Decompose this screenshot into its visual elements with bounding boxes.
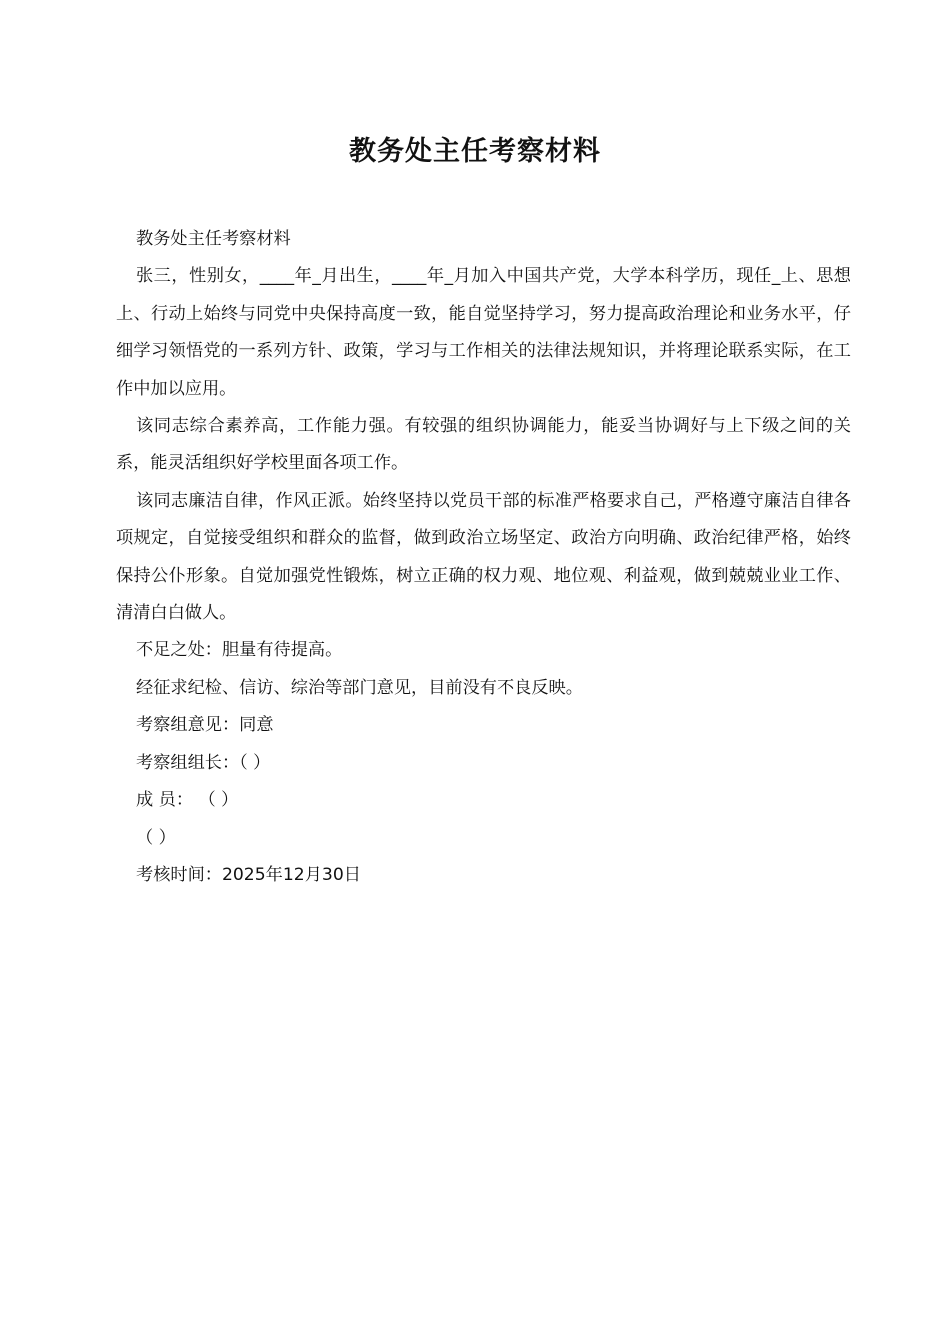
document-title: 教务处主任考察材料 [349, 136, 601, 167]
body-paragraph-integrity: 该同志廉洁自律，作风正派。始终坚持以党员干部的标准严格要求自己，严格遵守廉洁自律各项规定，自觉接受组织和群众的监督，做到政治立场坚定、政治方向明确、政治纪律严格，始终保持公仆形象。自觉加强党性锻炼，树立正确的权力观、地位观、利益观，做到兢兢业业工作、清清白白做人。 [116, 490, 851, 624]
body-paragraph-heading: 教务处主任考察材料 [136, 229, 291, 249]
body-paragraph-date: 考核时间：2025年12月30日 [136, 864, 361, 885]
body-paragraph-member-blank: （ ） [136, 827, 176, 848]
body-paragraph-shortcoming: 不足之处：胆量有待提高。 [136, 640, 343, 661]
body-paragraph-team-leader: 考察组组长：（ ） [136, 752, 271, 773]
body-paragraph-ability: 该同志综合素养高，工作能力强。有较强的组织协调能力，能妥当协调好与上下级之间的关系，能灵活组织好学校里面各项工作。 [116, 416, 851, 474]
body-paragraph-members: 成 员： （ ） [136, 790, 239, 811]
document-body [116, 221, 851, 894]
body-paragraph-team-opinion: 考察组意见：同意 [136, 715, 274, 736]
body-paragraph-department-opinion: 经征求纪检、信访、综治等部门意见，目前没有不良反映。 [136, 677, 583, 698]
body-paragraph-intro: 张三，性别女，____年_月出生，____年_月加入中国共产党，大学本科学历，现任_上、思想上、行动上始终与同党中央保持高度一致，能自觉坚持学习，努力提高政治理论和业务水平，仔细学习领悟党的一系列方针、政策，学习与工作相关的法律法规知识，并将理论联系实际，在工作中加以应用。 [116, 266, 851, 399]
